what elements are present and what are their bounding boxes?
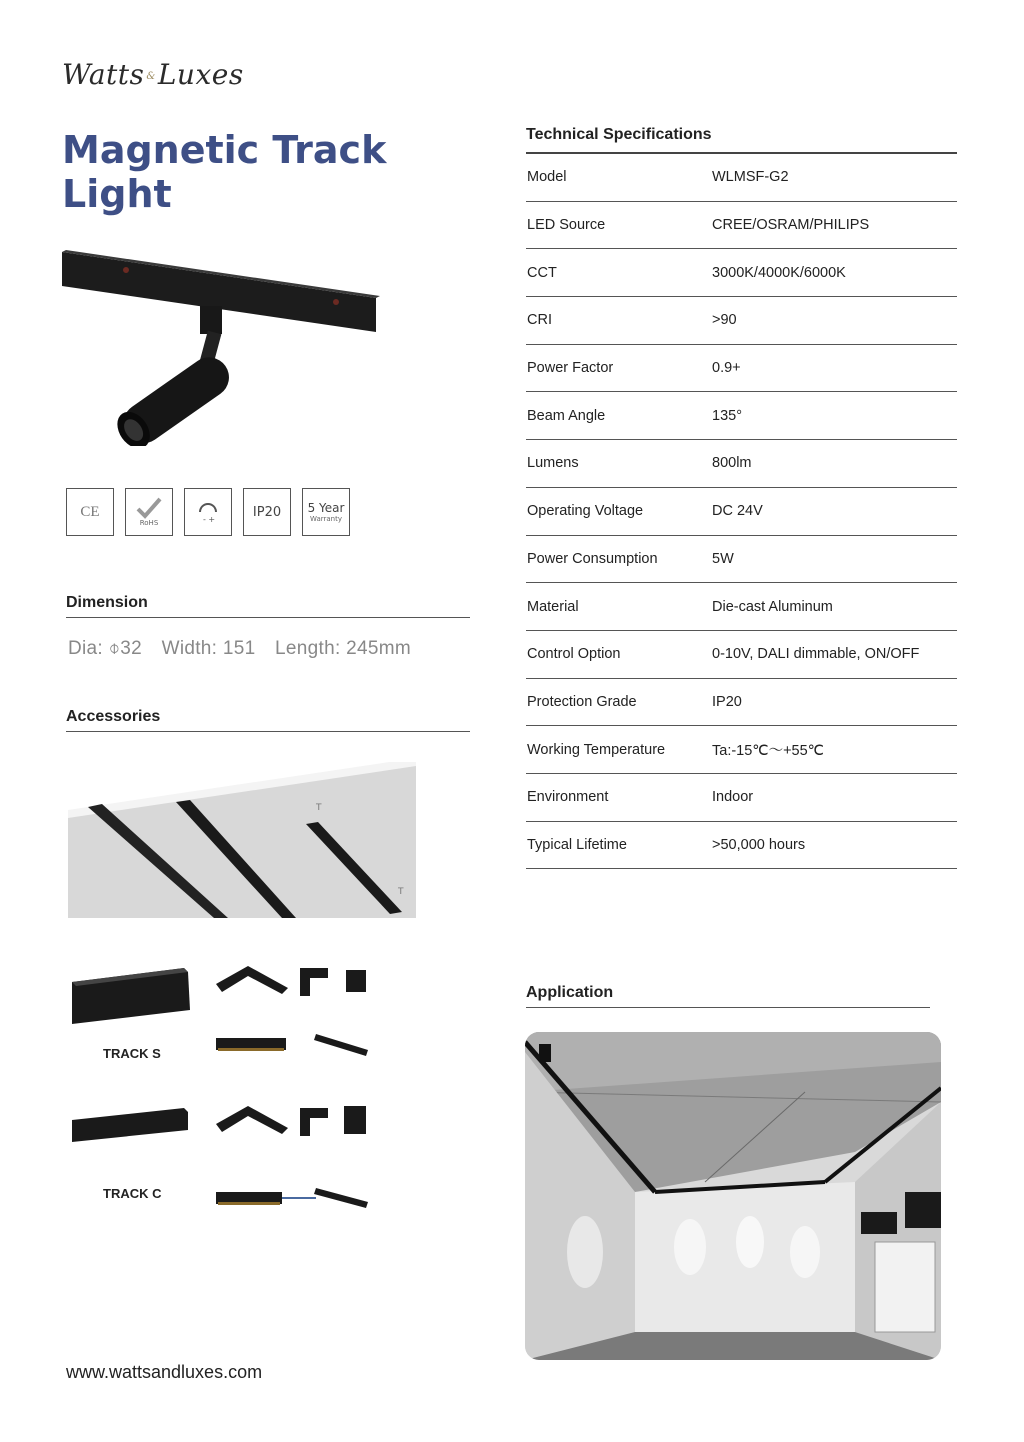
svg-text:T: T <box>316 803 322 813</box>
track-accessories-diagram <box>68 962 378 1212</box>
website-url[interactable]: www.wattsandluxes.com <box>66 1362 263 1382</box>
spec-row <box>526 488 957 536</box>
spec-row <box>526 297 957 345</box>
spec-value: 0-10V, DALI dimmable, ON/OFF <box>712 646 920 663</box>
spec-value: >90 <box>712 312 737 329</box>
dimmable-icon <box>184 488 232 536</box>
spec-value: WLMSF-G2 <box>712 169 789 186</box>
spec-key: Operating Voltage <box>527 503 644 520</box>
spec-key: Protection Grade <box>527 693 637 710</box>
spec-key: LED Source <box>527 217 606 234</box>
spec-row <box>526 822 957 870</box>
dimension-values <box>68 638 425 660</box>
spec-key: CRI <box>527 312 552 329</box>
spec-key: Control Option <box>527 646 621 663</box>
spec-key: Typical Lifetime <box>527 836 627 853</box>
spec-key: Beam Angle <box>527 407 606 424</box>
ceiling-track-photo <box>68 762 416 918</box>
spec-value: Ta:-15℃～+55℃ <box>712 743 824 760</box>
cert-label-rohs: RoHS <box>139 519 159 527</box>
spec-value: CREE/OSRAM/PHILIPS <box>712 217 870 234</box>
spec-value: 0.9+ <box>712 360 741 377</box>
spec-value: IP20 <box>712 693 742 710</box>
spec-row <box>526 202 957 250</box>
dimmer-arc-icon <box>194 498 222 526</box>
cert-label-ip20: IP20 <box>252 504 282 520</box>
spec-value: Indoor <box>712 789 754 806</box>
spec-row <box>526 392 957 440</box>
spec-row <box>526 726 957 774</box>
spec-heading: Technical Specifications <box>526 126 957 154</box>
ce-mark-icon <box>66 488 114 536</box>
spec-key: Working Temperature <box>527 741 666 758</box>
warranty-badge <box>302 488 350 536</box>
logo-text-a: Watts <box>62 58 145 91</box>
svg-text:- +: - + <box>203 515 216 524</box>
cert-label-ce: CE <box>80 503 100 520</box>
checkmark-icon <box>135 497 163 519</box>
spec-row <box>526 583 957 631</box>
dimension-dia: Dia: ⌽32 <box>68 638 143 659</box>
accessories-heading: Accessories <box>66 708 470 732</box>
brand-logo <box>62 58 244 91</box>
spec-row <box>526 679 957 727</box>
svg-text:T: T <box>398 887 404 897</box>
page-title: Magnetic Track Light <box>62 128 387 216</box>
spec-row <box>526 631 957 679</box>
spec-value: DC 24V <box>712 503 763 520</box>
spec-key: Power Factor <box>527 360 614 377</box>
spec-key: Model <box>527 169 567 186</box>
spec-value: 5W <box>712 550 734 567</box>
spec-key: Environment <box>527 789 609 806</box>
track-s-label: TRACK S <box>103 1046 161 1061</box>
spec-key: CCT <box>527 264 557 281</box>
spec-row <box>526 440 957 488</box>
track-s-parts <box>72 966 368 1056</box>
spec-key: Power Consumption <box>527 550 658 567</box>
dimension-heading: Dimension <box>66 594 470 618</box>
application-room-photo <box>525 1032 941 1360</box>
dimension-length: Length: 245mm <box>275 638 411 659</box>
spec-row <box>526 536 957 584</box>
ip20-badge <box>243 488 291 536</box>
spec-row <box>526 345 957 393</box>
spec-row <box>526 154 957 202</box>
track-c-label: TRACK C <box>103 1186 162 1201</box>
spec-key: Material <box>527 598 579 615</box>
dimension-width: Width: 151 <box>161 638 256 659</box>
spec-value: >50,000 hours <box>712 836 806 853</box>
logo-ampersand: & <box>146 71 156 82</box>
spec-row <box>526 774 957 822</box>
application-heading: Application <box>526 984 930 1008</box>
spec-value: Die-cast Aluminum <box>712 598 833 615</box>
rohs-check-icon <box>125 488 173 536</box>
spec-value: 135° <box>712 407 742 424</box>
spec-key: Lumens <box>527 455 579 472</box>
spec-value: 3000K/4000K/6000K <box>712 264 846 281</box>
logo-text-b: Luxes <box>157 58 244 91</box>
certification-badges <box>66 488 350 536</box>
cert-sub-warranty: Warranty <box>309 515 342 523</box>
spec-row <box>526 249 957 297</box>
spec-table <box>526 126 957 869</box>
product-image <box>58 246 388 446</box>
cert-label-warranty: 5 Year <box>307 501 345 515</box>
spec-value: 800lm <box>712 455 752 472</box>
